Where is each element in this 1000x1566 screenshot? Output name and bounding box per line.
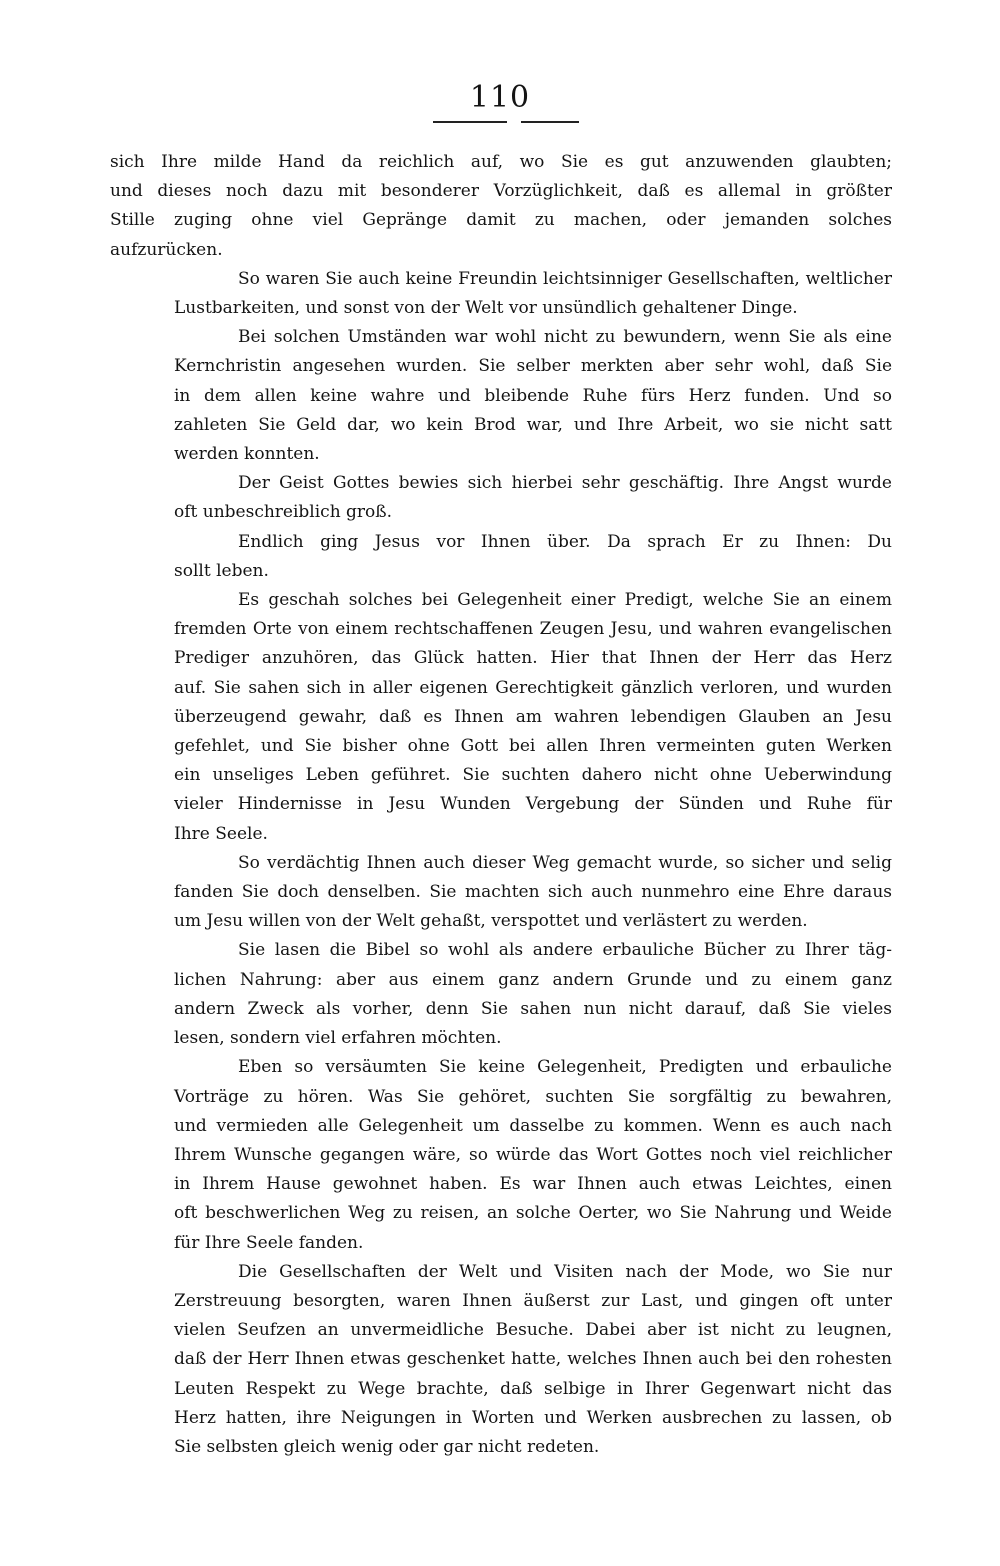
- text-line: vieler Hindernisse in Jesu Wunden Vergebung der Sünden und Ruhe für: [174, 794, 892, 815]
- text-line: und dieses noch dazu mit besonderer Vorzüglichkeit, daß es allemal in größter: [110, 181, 892, 202]
- text-line: Lustbarkeiten, und sonst von der Welt vor unsündlich gehaltener Dinge.: [174, 298, 798, 319]
- text-line: Eben so versäumten Sie keine Gelegenheit, Predigten und erbauliche: [238, 1057, 892, 1078]
- text-line: Sie lasen die Bibel so wohl als andere erbauliche Bücher zu Ihrer täg-: [238, 940, 892, 961]
- text-line: daß der Herr Ihnen etwas geschenket hatte, welches Ihnen auch bei den rohesten: [174, 1349, 892, 1370]
- text-line: Endlich ging Jesus vor Ihnen über. Da sprach Er zu Ihnen: Du: [238, 531, 892, 552]
- header-rule-right: [521, 121, 579, 123]
- text-line: in Ihrem Hause gewohnet haben. Es war Ihnen auch etwas Leichtes, einen: [174, 1174, 892, 1195]
- text-line: in dem allen keine wahre und bleibende Ruhe fürs Herz funden. Und so: [174, 385, 892, 406]
- text-line: ein unseliges Leben geführet. Sie suchten dahero nicht ohne Ueberwindung: [174, 765, 892, 786]
- text-line: Der Geist Gottes bewies sich hierbei sehr geschäftig. Ihre Angst wurde: [238, 473, 892, 494]
- text-line: aufzurücken.: [110, 239, 223, 260]
- paragraph: [110, 469, 892, 527]
- text-line: sollt leben.: [174, 560, 269, 581]
- text-line: Kernchristin angesehen wurden. Sie selber merkten aber sehr wohl, daß Sie: [174, 356, 892, 377]
- text-line: vielen Seufzen an unvermeidliche Besuche. Dabei aber ist nicht zu leugnen,: [174, 1320, 892, 1341]
- page-header: [0, 80, 1000, 130]
- text-line: zahleten Sie Geld dar, wo kein Brod war, und Ihre Arbeit, wo sie nicht satt: [174, 414, 892, 435]
- paragraph: [110, 849, 892, 937]
- paragraph: [110, 936, 892, 1053]
- text-line: Es geschah solches bei Gelegenheit einer Predigt, welche Sie an einem: [238, 590, 892, 611]
- text-line: werden konnten.: [174, 444, 320, 465]
- text-line: Ihrem Wunsche gegangen wäre, so würde das Wort Gottes noch viel reichlicher: [174, 1144, 892, 1165]
- text-line: und vermieden alle Gelegenheit um dasselbe zu kommen. Wenn es auch nach: [174, 1115, 892, 1136]
- text-line: oft beschwerlichen Weg zu reisen, an solche Oerter, wo Sie Nahrung und Weide: [174, 1203, 892, 1224]
- paragraph: [110, 265, 892, 323]
- text-line: Ihre Seele.: [174, 823, 268, 844]
- paragraph: [110, 586, 892, 849]
- paragraph: [110, 148, 892, 265]
- paragraph: [110, 323, 892, 469]
- text-line: auf. Sie sahen sich in aller eigenen Gerechtigkeit gänzlich verloren, und wurden: [174, 677, 892, 698]
- text-line: überzeugend gewahr, daß es Ihnen am wahren lebendigen Glauben an Jesu: [174, 706, 892, 727]
- text-line: Die Gesellschaften der Welt und Visiten nach der Mode, wo Sie nur: [238, 1261, 892, 1282]
- paragraph: [110, 1053, 892, 1257]
- paragraph: [110, 1258, 892, 1462]
- text-line: Zerstreuung besorgten, waren Ihnen äußerst zur Last, und gingen oft unter: [174, 1290, 892, 1311]
- text-line: andern Zweck als vorher, denn Sie sahen nun nicht darauf, daß Sie vieles: [174, 998, 892, 1019]
- text-line: gefehlet, und Sie bisher ohne Gott bei allen Ihren vermeinten guten Werken: [174, 736, 892, 757]
- text-line: So verdächtig Ihnen auch dieser Weg gemacht wurde, so sicher und selig: [238, 852, 892, 873]
- text-line: So waren Sie auch keine Freundin leichtsinniger Gesellschaften, weltlicher: [238, 268, 892, 289]
- text-line: fremden Orte von einem rechtschaffenen Zeugen Jesu, und wahren evangelischen: [174, 619, 892, 640]
- text-line: um Jesu willen von der Welt gehaßt, verspottet und verlästert zu werden.: [174, 911, 808, 932]
- text-line: für Ihre Seele fanden.: [174, 1232, 364, 1253]
- text-line: Bei solchen Umständen war wohl nicht zu bewundern, wenn Sie als eine: [238, 327, 892, 348]
- text-line: Prediger anzuhören, das Glück hatten. Hier that Ihnen der Herr das Herz: [174, 648, 892, 669]
- text-line: oft unbeschreiblich groß.: [174, 502, 393, 523]
- text-line: Sie selbsten gleich wenig oder gar nicht redeten.: [174, 1436, 600, 1457]
- text-line: Leuten Respekt zu Wege brachte, daß selbige in Ihrer Gegenwart nicht das: [174, 1378, 892, 1399]
- text-line: lesen, sondern viel erfahren möchten.: [174, 1028, 502, 1049]
- text-line: Vorträge zu hören. Was Sie gehöret, suchten Sie sorgfältig zu bewahren,: [174, 1086, 892, 1107]
- text-line: lichen Nahrung: aber aus einem ganz andern Grunde und zu einem ganz: [174, 969, 892, 990]
- page-number: 110: [469, 80, 531, 115]
- text-line: sich Ihre milde Hand da reichlich auf, wo Sie es gut anzuwenden glaubten;: [110, 152, 892, 172]
- body-text: [110, 148, 892, 1462]
- text-line: Herz hatten, ihre Neigungen in Worten und Werken ausbrechen zu lassen, ob: [174, 1407, 892, 1428]
- header-rule-left: [433, 121, 507, 123]
- paragraph: [110, 528, 892, 586]
- text-line: fanden Sie doch denselben. Sie machten sich auch nunmehro eine Ehre daraus: [174, 882, 892, 903]
- text-line: Stille zuging ohne viel Gepränge damit zu machen, oder jemanden solches: [110, 210, 892, 231]
